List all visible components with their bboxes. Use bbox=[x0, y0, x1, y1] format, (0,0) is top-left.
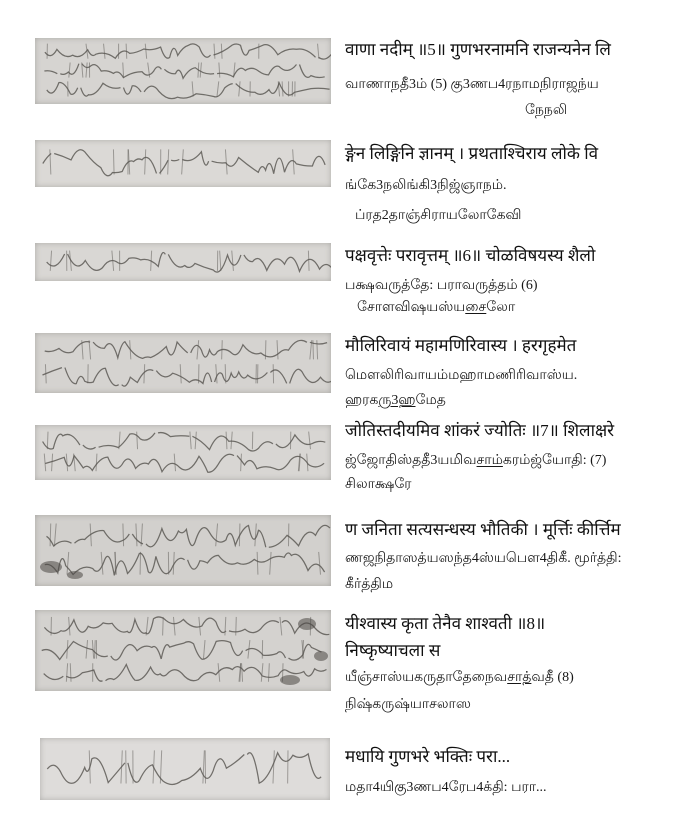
inscription-glyphs-icon bbox=[35, 140, 331, 187]
devanagari-line-2: निष्कृष्याचला स bbox=[345, 641, 441, 660]
tamil-line-continuation: ஹரகரு3ஹமேத bbox=[345, 393, 446, 408]
inscription-glyphs-icon bbox=[35, 425, 331, 480]
transcription-block-6 bbox=[345, 515, 684, 600]
transcription-block-5 bbox=[345, 420, 684, 500]
tamil-line: வாணாநதீ3ம் (5) கு3ணப4ரநாமநிராஜந்ய bbox=[345, 77, 599, 92]
tamil-line: ங்கே3நலிங்கி3நிஜ்ஞாநம். bbox=[345, 178, 507, 193]
entry-row-1 bbox=[0, 38, 684, 134]
transcription-block-2 bbox=[345, 140, 684, 232]
transcription-block-8 bbox=[345, 738, 684, 808]
inscription-glyphs-icon bbox=[35, 610, 331, 691]
tamil-line-continuation: நேநலி bbox=[525, 103, 568, 118]
inscription-scan-3 bbox=[35, 243, 331, 281]
entry-row-4 bbox=[0, 333, 684, 415]
entry-row-6 bbox=[0, 515, 684, 600]
inscription-scan-1 bbox=[35, 38, 331, 104]
tamil-line: பக்ஷவருத்தே: பராவருத்தம் (6) bbox=[345, 278, 538, 293]
devanagari-line: मौलिरिवायं महामणिरिवास्य । हरगृहमेत bbox=[345, 336, 577, 355]
inscription-scan-4 bbox=[35, 333, 331, 393]
devanagari-line: वाणा नदीम् ॥5॥ गुणभरनामनि राजन्यनेन लि bbox=[345, 40, 611, 59]
inscription-glyphs-icon bbox=[40, 738, 330, 800]
transcription-block-1 bbox=[345, 38, 684, 134]
devanagari-line: यीश्वास्य कृता तेनैव शाश्वती ॥8॥ bbox=[345, 614, 546, 633]
devanagari-line: मधायि गुणभरे भक्तिः परा... bbox=[345, 747, 511, 766]
entry-row-7 bbox=[0, 610, 684, 720]
inscription-scan-7 bbox=[35, 610, 331, 691]
entry-row-2 bbox=[0, 140, 684, 232]
inscription-scan-6 bbox=[35, 515, 331, 586]
entry-row-5 bbox=[0, 420, 684, 500]
tamil-line: ணஜநிதாஸத்யஸந்த4ஸ்யபௌ4திகீ. மூர்த்தி: bbox=[345, 551, 622, 566]
tamil-line: ஜ்ஜோதிஸ்ததீ3யமிவசாம்கரம்ஜ்யோதி: (7) bbox=[345, 453, 607, 468]
tamil-line-continuation: சோளவிஷயஸ்யசைலோ bbox=[357, 300, 516, 315]
inscription-scan-5 bbox=[35, 425, 331, 480]
devanagari-line: जोतिस्तदीयमिव शांकरं ज्योतिः ॥7॥ शिलाक्षरे bbox=[345, 421, 615, 440]
tamil-line-continuation: நிஷ்கருஷ்யாசலாஸ bbox=[345, 697, 471, 712]
inscription-scan-2 bbox=[35, 140, 331, 187]
tamil-line-continuation: கீர்த்திம bbox=[345, 577, 394, 592]
tamil-line: மௌலிரிவாயம்மஹாமணிரிவாஸ்ய. bbox=[345, 368, 578, 383]
inscription-glyphs-icon bbox=[35, 333, 331, 393]
tamil-line-continuation: ப்ரத2தாஞ்சிராயலோகேவி bbox=[355, 208, 522, 223]
inscription-glyphs-icon bbox=[35, 38, 331, 104]
transcription-block-4 bbox=[345, 333, 684, 415]
tamil-line: யீஞ்சாஸ்யகருதாதேநைவசாத்வதீ (8) bbox=[345, 670, 574, 685]
inscription-glyphs-icon bbox=[35, 243, 331, 281]
transcription-block-7 bbox=[345, 610, 684, 720]
devanagari-line: ण जनिता सत्यसन्धस्य भौतिकी । मूर्त्तिः कीर्त्तिम bbox=[345, 520, 621, 539]
transcription-block-3 bbox=[345, 243, 684, 321]
entry-row-8 bbox=[0, 738, 684, 808]
inscription-scan-8 bbox=[40, 738, 330, 800]
devanagari-line: ङ्गेन लिङ्गिनि ज्ञानम् । प्रथताश्चिराय लोके वि bbox=[345, 144, 599, 163]
tamil-line-continuation: சிலாக்ஷரே bbox=[345, 477, 412, 492]
entry-row-3 bbox=[0, 243, 684, 321]
tamil-line: மதா4யிகு3ணப4ரேப4க்தி: பரா... bbox=[345, 780, 547, 795]
inscription-glyphs-icon bbox=[35, 515, 331, 586]
devanagari-line: पक्षवृत्तेः परावृत्तम् ॥6॥ चोळविषयस्य शैलो bbox=[345, 246, 596, 265]
